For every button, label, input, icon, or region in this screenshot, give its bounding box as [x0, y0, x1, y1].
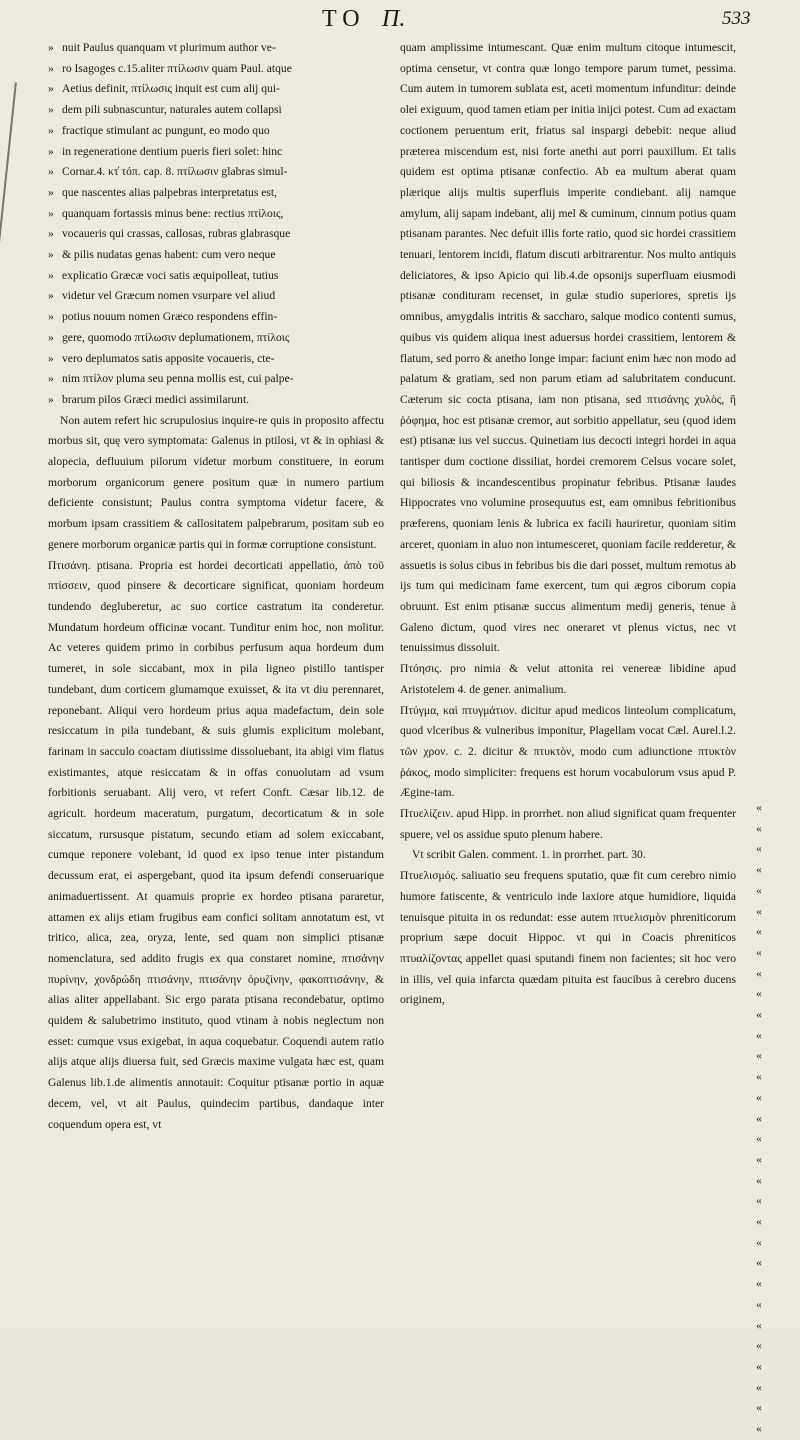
right-column-paragraph: quam amplissime intumescant. Quæ enim multum citoque intumescit, optima censetur, vt contra quæ longo tempore parum tumet, pessima. Cum autem in tumorem sublata est, aceti momentum infunditur: deinde olei exiguum, quod tamen etiam per initia inijci potest. Cum ad exactam coctionem peruentum erit, friatus sal inspargi debebit: neque aliud præterea miscendum est, nisi forte anethi aut porri pauxillum. Et talis quidem est optima ptisanæ confectio. Ab ea multum aberat quam plærique alijs multis superfluis imperite condiebant. alij namque amylum, alij sapam indebant, alij mel & cuminum, cinnum potius quam ptisanam parantes. Nec defuit illis forte ratio, quod sic hordei crassitiem tenuari, lentorem incidi, flatum discuti arbitrarentur. Nos multo antiquis deliciatores, & ipso Apicio qui lib.4.de opsonijs superfluam eiusmodi ptisanæ condituram recenset, in gulæ studio superiores, spretis ijs omnibus, amygdalis intritis & saccharo, salque modico contenti sumus, quibus vis quidem aliqua inest aduersus hordei crassitiem, lentorem & flatum, sed porro & anetho longe impar: faciunt enim hæc non modo ad palatum & gratiam, sed non parum etiam ad salubritatem conducunt. Cæterum sic cocta ptisana, iam non ptisana, sed πτισάνης χυλὸς, ἢ ῥόφημα, hoc est ptisanæ cremor, aut sorbitio appellatur, seu (quod idem est) ptisanæ ius vel succus. Quinetiam ius decocti integri hordei in aqua tantisper dum coctione dissiliat, hordei cremorem Celsus vocare solet, qui biliosis & incandescentibus propinatur febribus. Ptisanæ laudes Hippocrates vno volumine prosequutus est, eam omnibus febritionibus præferens, quoniam lenis & lubrica ex facili hauriretur, quoniam sitim arceret, quoniam in aluo non intumesceret, quoniam facile redderetur, & assuetis is solus cibus in febribus bis die dari posset, multum remotus ab ijs tum qui medicinam fame exercent, tum qui ægros ciborum copia obruunt. Est enim ptisanæ succus alimentum medij generis, tenue à Galeno dictum, quod vires nec oneraret vt plenus victus, nec vt tenuissimus dissoluit. [400, 41, 736, 655]
left-column-paragraph: » dem pili subnascuntur, naturales autem collapsi [48, 100, 384, 121]
margin-quote-mark: « [756, 1277, 762, 1291]
right-column-paragraph: Vt scribit Galen. comment. 1. in prorrhet. part. 30. [412, 848, 646, 862]
left-column-paragraph: » nim πτίλον pluma seu penna mollis est, cui palpe- [48, 369, 384, 390]
margin-quote-mark: « [756, 1256, 762, 1270]
margin-quote-mark: « [756, 1380, 762, 1394]
right-column-paragraph: Πτύγμα, καὶ πτυγμάτιον. dicitur apud medicos linteolum complicatum, quod vlceribus & vulneribus imponitur, Plagellam vocat Cæl. Aurel.l.2. τῶν χρον. c. 2. dicitur & πτυκτὸν, modo cum adiunctione πτυκτὸν ῥάκος, modo simpliciter: frequens est horum vocabulorum vsus apud P. Ægine-tam. [400, 703, 736, 800]
left-column-paragraph: » brarum pilos Græci medici assimilarunt. [48, 390, 384, 411]
margin-quote-mark: « [756, 1297, 762, 1311]
running-head [0, 6, 800, 36]
left-column-paragraph: » Cornar.4. κτ̓ τόπ. cap. 8. πτίλωσιν glabras simul- [48, 162, 384, 183]
left-column-paragraph: » vero deplumatos satis apposite vocaueris, cte- [48, 349, 384, 370]
right-column-paragraph: Πτόησις. pro nimia & velut attonita rei venereæ libidine apud Aristotelem 4. de gener. animalium. [400, 662, 736, 696]
margin-quote-mark: « [756, 945, 762, 959]
left-column-paragraph: » Aetius definit, πτίλωσις inquit est cum alij qui- [48, 79, 384, 100]
margin-quote-mark: « [756, 1049, 762, 1063]
margin-quote-mark: « [756, 1339, 762, 1353]
margin-quote-mark: « [756, 1401, 762, 1415]
margin-quote-mark: « [756, 1152, 762, 1166]
left-column-paragraph: » explicatio Græcæ voci satis æquipolleat, tutius [48, 266, 384, 287]
left-column-paragraph: » fractique stimulant ac pungunt, eo modo quo [48, 121, 384, 142]
margin-quote-mark: « [756, 1194, 762, 1208]
margin-quote-mark: « [756, 863, 762, 877]
margin-quote-mark: « [756, 987, 762, 1001]
left-column-paragraph: » videtur vel Græcum nomen vsurpare vel aliud [48, 286, 384, 307]
margin-quote-mark: « [756, 1215, 762, 1228]
left-column-paragraph: » que nascentes alias palpebras interpretatus est, [48, 183, 384, 204]
margin-quote-mark: « [756, 966, 762, 980]
left-text-column [48, 38, 384, 1135]
margin-quote-mark: « [756, 1359, 762, 1373]
left-column-paragraph: » gere, quomodo πτίλωσιν deplumationem, πτίλοις [48, 328, 384, 349]
margin-quote-mark: « [756, 821, 762, 835]
margin-quote-mark: « [756, 1132, 762, 1146]
margin-quote-mark: « [756, 1070, 762, 1084]
margin-quote-mark: « [756, 883, 762, 897]
margin-quote-mark: « [756, 904, 762, 918]
margin-quote-mark: « [756, 801, 762, 814]
right-column-paragraph: Πτυελισμός. saliuatio seu frequens sputatio, quæ fit cum cerebro nimio humore fatiscente, & ventriculo inde laxiore atque humidiore, liquida tenuisque pituita in os redundat: esse autem πτυελισμὸν phreniticorum proprium sæpe docuit Hippoc. vt qui in Coacis phreniticos πτυαλίζοντας appellet quasi sputandi finem non facientes; sit hoc vero in illis, vel quia infarcta quædam pituita est faucibus à cerebro ducens originem, [400, 869, 736, 1007]
left-column-paragraph: » ro Isagoges c.15.aliter πτίλωσιν quam Paul. atque [48, 59, 384, 80]
margin-quote-mark: « [756, 1173, 762, 1187]
margin-quote-mark: « [756, 1235, 762, 1249]
right-text-column [400, 38, 736, 1011]
margin-quote-mark: « [756, 1008, 762, 1021]
margin-quote-mark: « [756, 1422, 762, 1435]
left-column-paragraph: » in regeneratione dentium pueris fieri solet: hinc [48, 142, 384, 163]
margin-quote-mark: « [756, 1028, 762, 1042]
left-column-paragraph: » vocaueris qui crassas, callosas, rubras glabrasque [48, 224, 384, 245]
margin-quote-mark: « [756, 925, 762, 939]
left-column-paragraph: » potius nouum nomen Græco respondens effin- [48, 307, 384, 328]
left-column-paragraph: Non autem refert hic scrupulosius inquire-re quis in proposito affectu morbus sit, quę vero symptomata: Galenus in ptilosi, vt & in ophiasi & alopecia, defluuium pilorum videtur morbum constituere, in eorum morborum organicorum genere positum quæ in numero partium deficiente consistunt; Paulus contra symptoma videtur facere, & morbum ipsam crassitiem & callositatem palpebrarum, positam sub eo genere morborum organicæ partis qui in formæ corruptione consistunt. [48, 413, 384, 551]
left-column-paragraph: » quanquam fortassis minus bene: rectius πτίλοις, [48, 204, 384, 225]
page-edge-shadow [0, 82, 17, 251]
margin-quote-mark: « [756, 842, 762, 856]
running-head-center: Π. [382, 6, 406, 32]
running-head-left: TO [322, 6, 366, 32]
left-column-paragraph: Πτισάνη. ptisana. Propria est hordei decorticati appellatio, ἀπὸ τοῦ πτίσσειν, quod pinsere & decorticare significat, quoniam hordeum tundendo degluberetur, ac suo cortice castratum ita conderetur. Mundatum hordeum officinæ vocant. Tunditur enim hoc, non molitur. Ac veteres quidem primo in corbibus perfusum aqua hordeum dum tumeret, in sole siccabant, mox in pila ligneo pistillo tantisper tundebant, dum corticem glumamque exuisset, & ita vt diu perennaret, reponebant. Aliqui vero hordeum prius aqua madefactum, dein sole resiccatum in pila tundebant, & suis glumis explicitum molebant, farinam in sacculo coactam diutissime dissoluebant, ita abigi vim flatus existimantes, atque resiccatam & in offas conuolutam ad vsum forbitionis seruabant. Alij vero, vt refert Conft. Cæsar lib.12. de agricult. hordeum maceratum, purgatum, decorticatum & in sole siccatum, rursusque pistatum, secundo etiam ad solem exiccabant, cumque reponere volebant, id quod ex ipso tenue inter pistandum decussum erat, ei aspergebant, quod ita ipsum defendi conseruarique animaduertissent. At quamuis proprie ex hordeo ptisana pararetur, attamen ex alijs etiam frugibus eam confici solitam annotatum est, vt tritico, alica, zea, oryza, lente, sed quam non simplici ptisanæ nomenclatura, sed addito frugis ex qua constaret nomine, πτισάνην πυρίνην, χονδρώδη πτισάνην, πτισάνην ὀρυζίνην, φακοπτισάνην, & alias aliter appellabant. Sic ergo parata ptisana recondebatur, optimo quidem & salubetrimo instituto, quod vtinam à nobis neglectum non esset: cumque vsus exigebat, in aqua coquebatur. Coquendi autem ratio alijs atque alijs diuersa fuit, sed Græcis maxime vulgata hæc est, quam Galenus lib.1.de alimentis annotauit: Coquitur ptisanæ portio in aquæ decem, vel, vt ait Paulus, quindecim partibus, dandaque inter coquendum opera est, vt [48, 558, 384, 1131]
margin-quote-mark: « [756, 1090, 762, 1104]
right-column-paragraph: Πτυελίζειν. apud Hipp. in prorrhet. non aliud significat quam frequenter spuere, vel os assidue sputo plenum habere. [400, 807, 736, 841]
margin-quote-mark: « [756, 1318, 762, 1332]
left-column-paragraph: » & pilis nudatas genas habent: cum vero neque [48, 245, 384, 266]
margin-quote-mark: « [756, 1111, 762, 1125]
page-number: 533 [722, 8, 751, 29]
left-column-paragraph: » nuit Paulus quanquam vt plurimum author ve- [48, 38, 384, 59]
